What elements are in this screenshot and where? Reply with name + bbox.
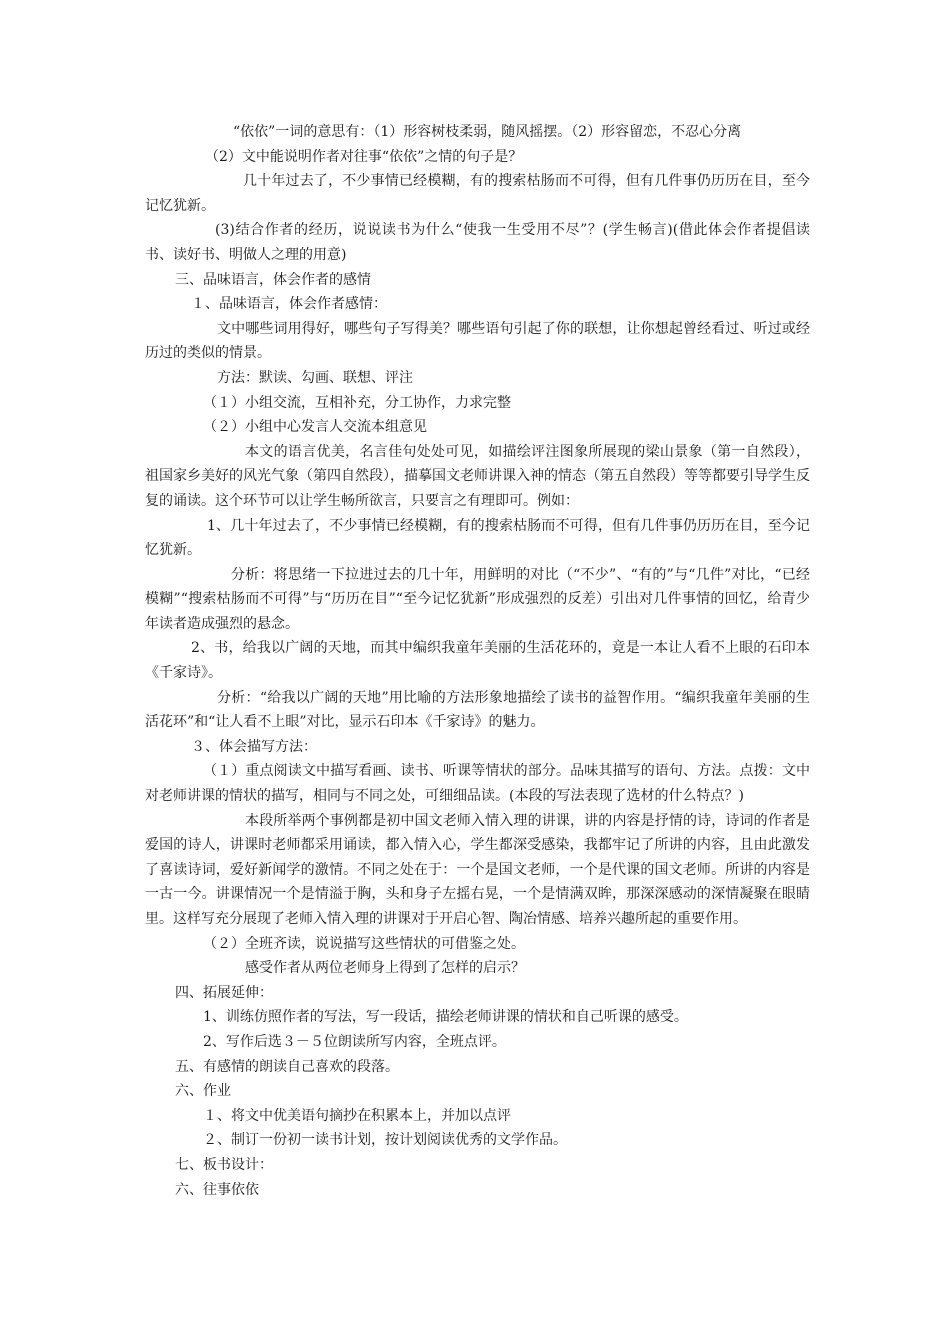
analysis-2: 分析：“给我以广阔的天地”用比喻的方法形象地描绘了读书的益智作用。“编织我童年美丽的生活花环”和“让人看不上眼”对比，显示石印本《千家诗》的魅力。 bbox=[145, 689, 810, 731]
section-heading-3: 三、品味语言，体会作者的感情 bbox=[175, 271, 371, 288]
extension-2: 2、写作后选３－５位朗读所写内容，全班点评。 bbox=[203, 1033, 506, 1050]
section-heading-7: 七、板书设计： bbox=[175, 1156, 273, 1173]
description-method-1: （１）重点阅读文中描写看画、读书、听课等情状的部分。品味其描写的语句、方法。点拨：文中对老师讲课的情状的描写，相同与不同之处，可细细品读。(本段的写法表现了选材的什么特点？) bbox=[145, 763, 810, 805]
paragraph-yiyi-meaning: “依依”一词的意思有：（1）形容树枝柔弱，随风摇摆。（2）形容留恋，不忍心分离 bbox=[233, 124, 742, 140]
extension-1: 1、训练仿照作者的写法，写一段话，描绘老师讲课的情状和自己听课的感受。 bbox=[203, 1009, 688, 1026]
analysis-1: 分析：将思绪一下拉进过去的几十年，用鲜明的对比（“不少”、“有的”与“几件”对比，“已经模糊”“搜索枯肠而不可得”与“历历在目”“至今记忆犹新”形成强烈的反差）引出对几件事情的回忆，给青少年读者造成强烈的悬念。 bbox=[145, 566, 810, 632]
document-page bbox=[145, 120, 810, 1202]
description-method-2: （２）全班齐读，说说描写这些情状的可借鉴之处。 bbox=[203, 935, 525, 952]
section-heading-4: 四、拓展延伸： bbox=[175, 984, 273, 1001]
blackboard-title: 六、往事依依 bbox=[175, 1181, 259, 1198]
question-3: (3)结合作者的经历，说说读书为什么“使我一生受用不尽”？(学生畅言)(借此体会作者提倡读书、读好书、明做人之理的用意) bbox=[145, 222, 810, 263]
section-heading-6: 六、作业 bbox=[175, 1083, 231, 1100]
homework-1: １、将文中优美语句摘抄在积累本上，并加以点评 bbox=[203, 1107, 511, 1124]
subsection-1: １、品味语言，体会作者感情： bbox=[191, 296, 387, 313]
homework-2: ２、制订一份初一读书计划，按计划阅读优秀的文学作品。 bbox=[203, 1132, 567, 1149]
method-line: 方法：默读、勾画、联想、评注 bbox=[217, 369, 413, 386]
question-2: （2）文中能说明作者对往事“依依”之情的句子是？ bbox=[205, 148, 523, 165]
example-2: 2、书，给我以广阔的天地，而其中编织我童年美丽的生活花环的，竟是一本让人看不上眼的石印本《千家诗》。 bbox=[145, 640, 810, 682]
prompt-paragraph: 文中哪些词用得好，哪些句子写得美？哪些语句引起了你的联想，让你想起曾经看过、听过或经历过的类似的情景。 bbox=[145, 320, 810, 362]
section-heading-5: 五、有感情的朗读自己喜欢的段落。 bbox=[175, 1058, 399, 1075]
reflection-question: 感受作者从两位老师身上得到了怎样的启示？ bbox=[245, 960, 525, 977]
description-paragraph: 本段所举两个事例都是初中国文老师入情入理的讲课，讲的内容是抒情的诗，诗词的作者是爱国的诗人，讲课时老师都采用诵读，都入情入心，学生都深受感染，我都牢记了所讲的内容，且由此激发了喜读诗词，爱好新闻学的激情。不同之处在于：一个是国文老师，一个是代课的国文老师。所讲的内容是一古一今。讲课情况一个是情溢于胸，头和身子左摇右晃，一个是情满双眸，那深深感动的深情凝聚在眼睛里。这样写充分展现了老师入情入理的讲课对于开启心智、陶冶情感、培养兴趣所起的重要作用。 bbox=[145, 812, 810, 927]
step-2: （２）小组中心发言人交流本组意见 bbox=[203, 419, 427, 436]
subsection-3: ３、体会描写方法： bbox=[191, 738, 317, 755]
answer-quote: 几十年过去了，不少事情已经模糊，有的搜索枯肠而不可得，但有几件事仍历历在目，至今记忆犹新。 bbox=[145, 173, 810, 214]
step-1: （１）小组交流，互相补充，分工协作，力求完整 bbox=[203, 394, 511, 411]
example-1: 1、几十年过去了，不少事情已经模糊，有的搜索枯肠而不可得，但有几件事仍历历在目，至今记忆犹新。 bbox=[145, 517, 810, 559]
language-paragraph: 本文的语言优美，名言佳句处处可见，如描绘评注图象所展现的梁山景象（第一自然段），祖国家乡美好的风光气象（第四自然段），描摹国文老师讲课入神的情态（第五自然段）等等都要引导学生反复的诵读。这个环节可以让学生畅所欲言，只要言之有理即可。例如： bbox=[145, 443, 810, 509]
